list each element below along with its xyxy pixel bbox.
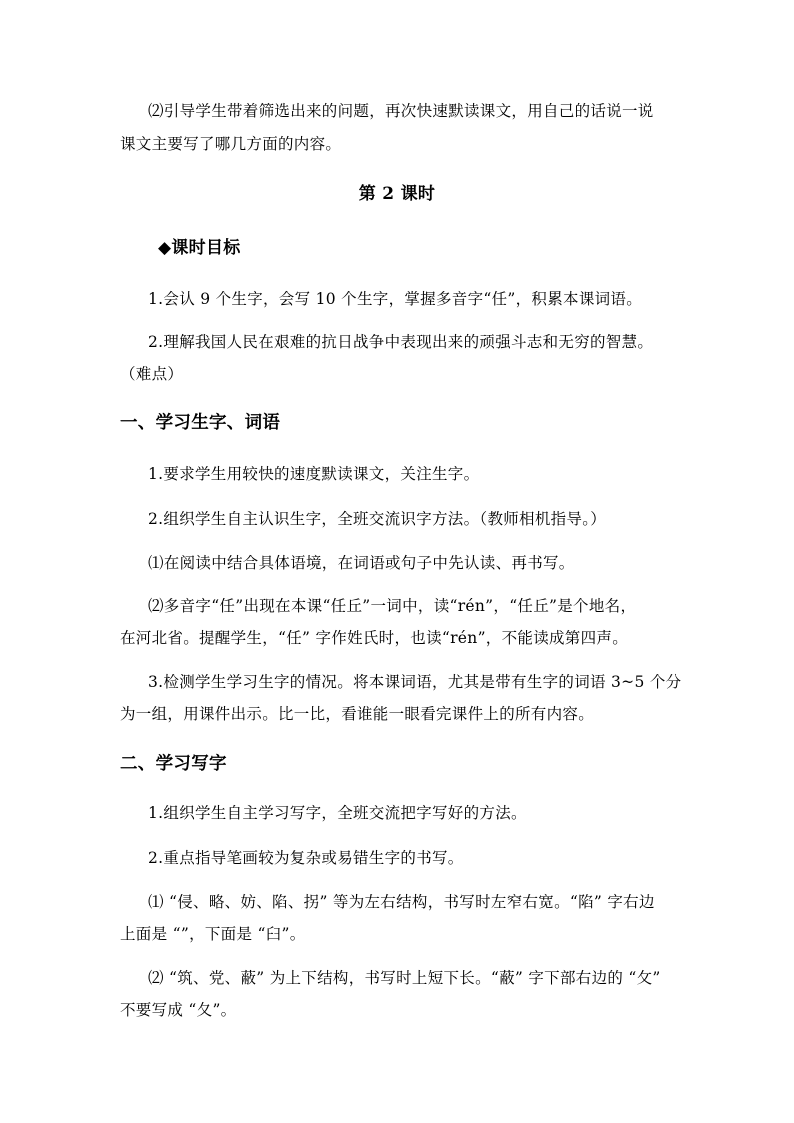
intro-line-2: 课文主要写了哪几方面的内容。 bbox=[120, 135, 342, 153]
section-2-para-4-line-2: 不要写成 “夂”。 bbox=[120, 1001, 237, 1019]
goal-2-line-2: （难点） bbox=[120, 365, 184, 383]
section-1-para-4-line-2: 在河北省。提醒学生，“任” 字作姓氏时，也读“rén”，不能读成第四声。 bbox=[120, 629, 628, 647]
section-1-para-3: ⑴在阅读中结合具体语境，在词语或句子中先认读、再书写。 bbox=[148, 554, 575, 572]
section-2-para-3-line-1: ⑴ “侵、略、妨、陷、拐” 等为左右结构，书写时左窄右宽。“陷” 字右边 bbox=[148, 893, 655, 911]
section-1-heading: 一、学习生字、词语 bbox=[120, 413, 281, 433]
goal-2-line-1: 2.理解我国人民在艰难的抗日战争中表现出来的顽强斗志和无穷的智慧。 bbox=[148, 333, 654, 351]
section-2-heading: 二、学习写字 bbox=[120, 754, 227, 774]
section-1-para-4-line-1: ⑵多音字“任”出现在本课“任丘”一词中，读“rén”，“任丘”是个地名， bbox=[148, 597, 637, 615]
section-1-para-5-line-1: 3.检测学生学习生字的情况。将本课词语，尤其是带有生字的词语 3~5 个分 bbox=[148, 673, 682, 691]
goals-heading: ◆课时目标 bbox=[158, 238, 241, 258]
section-1-para-5-line-2: 为一组，用课件出示。比一比，看谁能一眼看完课件上的所有内容。 bbox=[120, 705, 595, 723]
section-2-para-1: 1.组织学生自主学习写字，全班交流把字写好的方法。 bbox=[148, 804, 527, 822]
section-2-para-2: 2.重点指导笔画较为复杂或易错生字的书写。 bbox=[148, 849, 464, 867]
section-1-para-2: 2.组织学生自主认识生字，全班交流识字方法。（教师相机指导。） bbox=[148, 510, 607, 528]
section-1-para-1: 1.要求学生用较快的速度默读课文，关注生字。 bbox=[148, 465, 480, 483]
intro-line-1: ⑵引导学生带着筛选出来的问题，再次快速默读课文，用自己的话说一说 bbox=[148, 102, 654, 120]
lesson-heading: 第 2 课时 bbox=[358, 184, 436, 204]
section-2-para-3-line-2: 上面是 “”，下面是 “臼”。 bbox=[120, 925, 306, 943]
goal-1: 1.会认 9 个生字，会写 10 个生字，掌握多音字“任”，积累本课词语。 bbox=[148, 290, 643, 308]
section-2-para-4-line-1: ⑵ “筑、党、蔽” 为上下结构，书写时上短下长。“蔽” 字下部右边的 “攵” bbox=[148, 969, 661, 987]
